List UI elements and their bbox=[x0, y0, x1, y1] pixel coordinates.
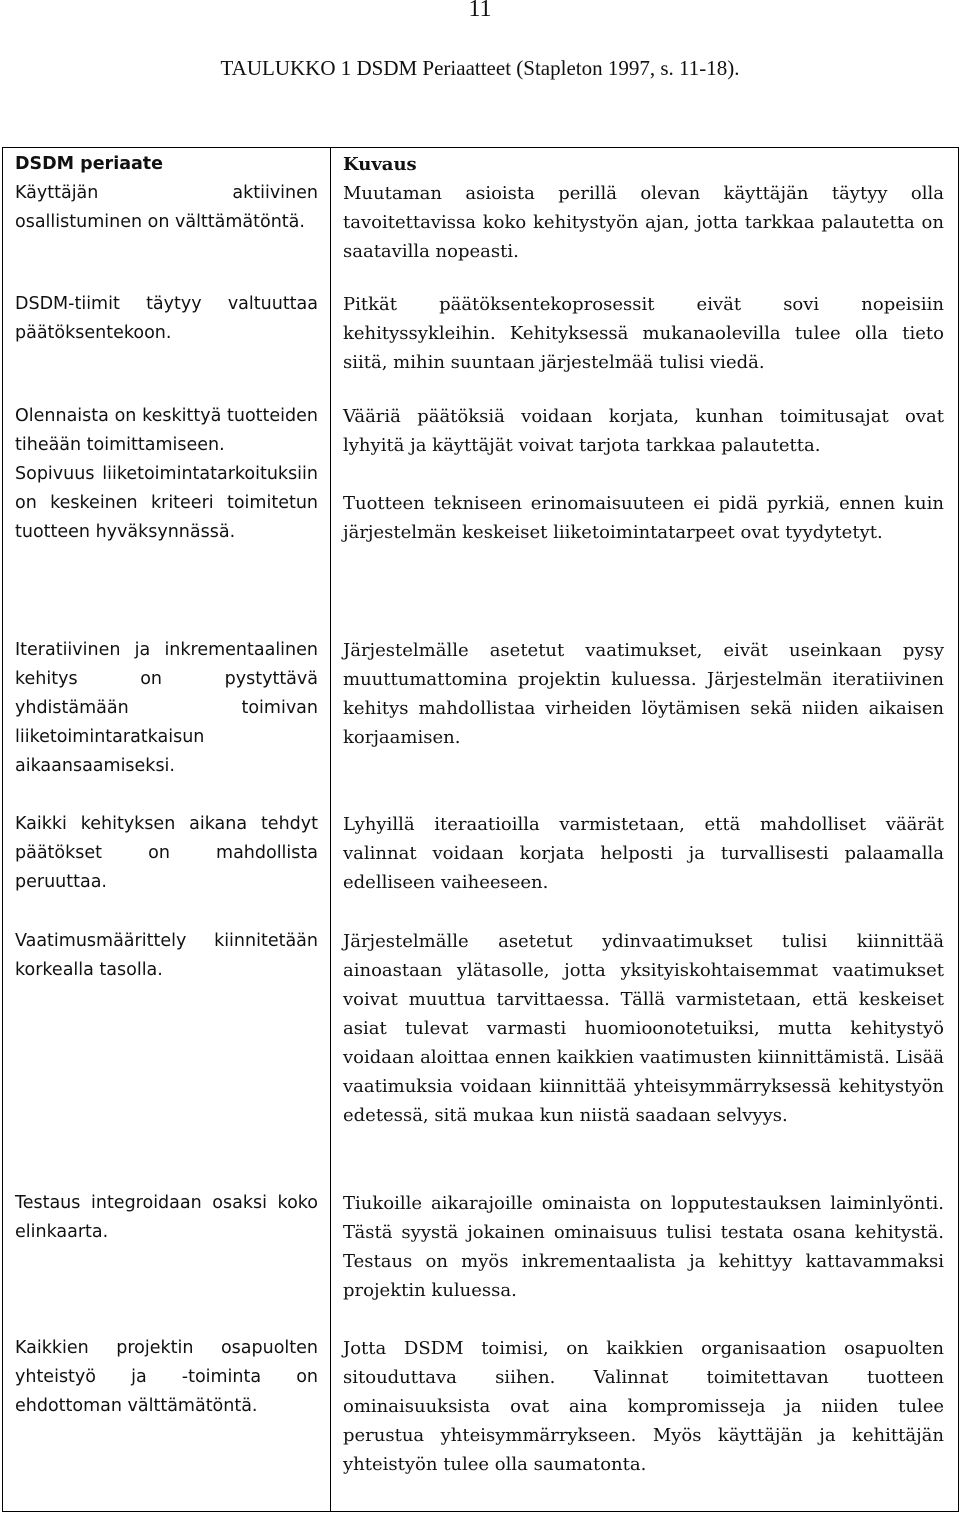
description-text: Järjestelmälle asetetut ydinvaatimukset tulisi kiinnittää ainoastaan ylätasolle, jotta yksityiskohtaisemmat vaatimukset voivat muuttua tarvittaessa. Tällä varmistetaan, että keskeiset asiat tulevat varmasti huomioonotetuiksi, mutta kehitystyö voidaan aloittaa ennen kaikkien vaatimusten kiinnittämistä. Lisää vaatimuksia voidaan kiinnittää yhteisymmärryksessä kehitystyön edetessä, sitä mukaa kun niistä saadaan selvyys. bbox=[343, 930, 944, 1126]
principle-text: Iteratiivinen ja inkrementaalinen kehitys on pystyttävä yhdistämään toimivan liiketoimintaratkaisun aikaansaamiseksi. bbox=[15, 639, 318, 776]
description-cell bbox=[331, 1189, 959, 1334]
principle-text: Olennaista on keskittyä tuotteiden tiheään toimittamiseen. bbox=[15, 405, 318, 455]
principle-cell bbox=[3, 1334, 331, 1512]
description-cell bbox=[331, 402, 959, 636]
principle-text: Vaatimusmäärittely kiinnitetään korkealla tasolla. bbox=[15, 930, 318, 980]
column-header-description: Kuvaus bbox=[343, 154, 417, 175]
principle-cell bbox=[3, 148, 331, 290]
principle-text: Testaus integroidaan osaksi koko elinkaarta. bbox=[15, 1192, 318, 1242]
description-cell bbox=[331, 927, 959, 1189]
principle-text: Kaikki kehityksen aikana tehdyt päätökset on mahdollista peruuttaa. bbox=[15, 813, 318, 892]
principle-cell bbox=[3, 636, 331, 810]
principle-cell bbox=[3, 810, 331, 927]
principle-text: Kaikkien projektin osapuolten yhteistyö ja -toiminta on ehdottoman välttämätöntä. bbox=[15, 1337, 318, 1416]
principle-cell bbox=[3, 290, 331, 402]
description-text: Pitkät päätöksentekoprosessit eivät sovi nopeisiin kehityssykleihin. Kehityksessä mukanaolevilla tulee olla tieto siitä, mihin suuntaan järjestelmää tulisi viedä. bbox=[343, 293, 944, 373]
principle-cell bbox=[3, 1189, 331, 1334]
description-cell bbox=[331, 148, 959, 290]
table-row bbox=[3, 148, 959, 290]
principle-text: DSDM-tiimit täytyy valtuuttaa päätöksentekoon. bbox=[15, 293, 318, 343]
table-row bbox=[3, 402, 959, 636]
principle-text: Käyttäjän aktiivinen osallistuminen on välttämätöntä. bbox=[15, 183, 318, 232]
table-row bbox=[3, 1334, 959, 1512]
description-text: Tuotteen tekniseen erinomaisuuteen ei pidä pyrkiä, ennen kuin järjestelmän keskeiset liiketoimintatarpeet ovat tyydytetyt. bbox=[343, 492, 944, 543]
description-text: Lyhyillä iteraatioilla varmistetaan, että mahdolliset väärät valinnat voidaan korjata helposti ja turvallisesti palaamalla edelliseen vaiheeseen. bbox=[343, 813, 944, 893]
description-cell bbox=[331, 1334, 959, 1512]
table-row bbox=[3, 810, 959, 927]
page-number: 11 bbox=[468, 0, 492, 22]
description-cell bbox=[331, 810, 959, 927]
principle-cell bbox=[3, 927, 331, 1189]
table-row bbox=[3, 290, 959, 402]
description-text: Vääriä päätöksiä voidaan korjata, kunhan toimitusajat ovat lyhyitä ja käyttäjät voivat tarjota tarkkaa palautetta. bbox=[343, 405, 944, 456]
column-header-principle: DSDM periaate bbox=[15, 154, 164, 174]
principles-table bbox=[2, 147, 959, 1512]
table-caption: TAULUKKO 1 DSDM Periaatteet (Stapleton 1997, s. 11-18). bbox=[220, 56, 740, 80]
description-text: Tiukoille aikarajoille ominaista on lopputestauksen laiminlyönti. Tästä syystä jokainen ominaisuus tulisi testata osana kehitystä. Testaus on myös inkrementaalista ja kehittyy kattavammaksi projektin kuluessa. bbox=[343, 1192, 944, 1301]
description-cell bbox=[331, 636, 959, 810]
table-row bbox=[3, 636, 959, 810]
table-row bbox=[3, 1189, 959, 1334]
description-text: Jotta DSDM toimisi, on kaikkien organisaation osapuolten sitouduttava siihen. Valinnat toimitettavan tuotteen ominaisuuksista ovat aina kompromisseja ja niiden tulee perustua yhteisymmärrykseen. Myös käyttäjän ja kehittäjän yhteistyön tulee olla saumatonta. bbox=[343, 1337, 944, 1475]
principle-cell bbox=[3, 402, 331, 636]
principle-text: Sopivuus liiketoimintatarkoituksiin on keskeinen kriteeri toimitetun tuotteen hyväksynnässä. bbox=[15, 463, 318, 542]
description-text: Järjestelmälle asetetut vaatimukset, eivät useinkaan pysy muuttumattomina projektin kuluessa. Järjestelmän iteratiivinen kehitys mahdollistaa virheiden löytämisen sekä niiden aikaisen korjaamisen. bbox=[343, 639, 944, 748]
description-cell bbox=[331, 290, 959, 402]
description-text: Muutaman asioista perillä olevan käyttäjän täytyy olla tavoitettavissa koko kehitystyön ajan, jotta tarkkaa palautetta on saatavilla nopeasti. bbox=[343, 183, 944, 262]
table-row bbox=[3, 927, 959, 1189]
